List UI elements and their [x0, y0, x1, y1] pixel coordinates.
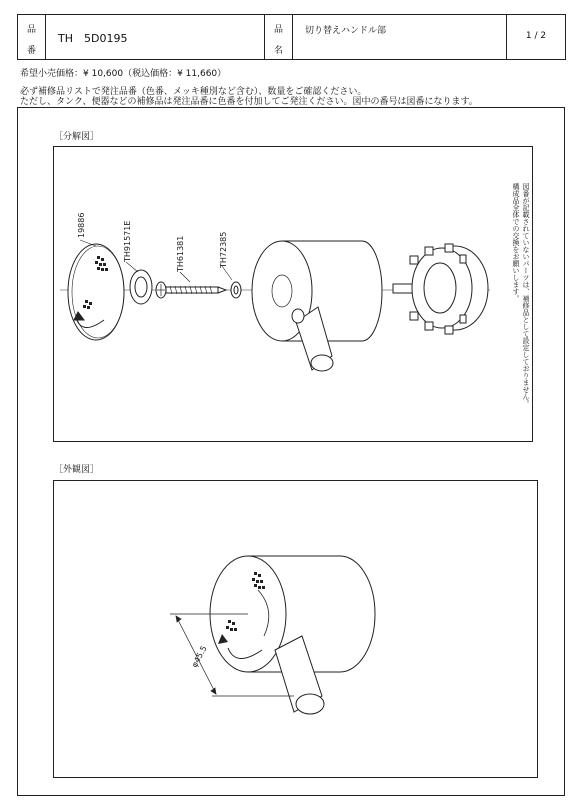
- part-label-th91571e: TH91571E: [123, 220, 132, 262]
- diameter-dimension-label: φ45.5: [189, 644, 209, 669]
- notice-line-2: ただし、タンク、便器などの補修品は発注品番に色番を付加してご発注ください。図中の番号は図番になります。: [20, 97, 478, 107]
- hinban-label-top: 品: [26, 25, 36, 35]
- exploded-view-heading: ［分解図］: [54, 132, 100, 142]
- hinban-value: TH 5D0195: [46, 15, 265, 59]
- page-number: 1 / 2: [525, 31, 547, 41]
- note-line-2: 構成品全体での交換をお願いします。: [512, 183, 520, 302]
- assembled-handle: [210, 556, 375, 714]
- price-line: 希望小売価格：¥ 10,600（税込価格：¥ 11,660）: [20, 69, 227, 79]
- hinmei-value: 切り替えハンドル部: [293, 15, 507, 59]
- part-label-th72385: TH72385: [219, 231, 228, 268]
- external-view-heading: ［外観図］: [54, 465, 100, 475]
- part-label-th61381: TH61381: [176, 235, 185, 272]
- hinban-label-bottom: 番: [26, 46, 36, 56]
- notice-line-1: 必ず補修品リストで発注品番（色番、メッキ種別など含む）、数量をご確認ください。: [20, 87, 367, 97]
- hinmei-label-top: 品: [273, 25, 283, 35]
- hinmei-label-bottom: 名: [273, 46, 283, 56]
- note-line-1: 図番が記載されていないパーツは、補修品として設定しておりません。: [522, 183, 530, 407]
- part-label-19886: 19886: [77, 212, 86, 238]
